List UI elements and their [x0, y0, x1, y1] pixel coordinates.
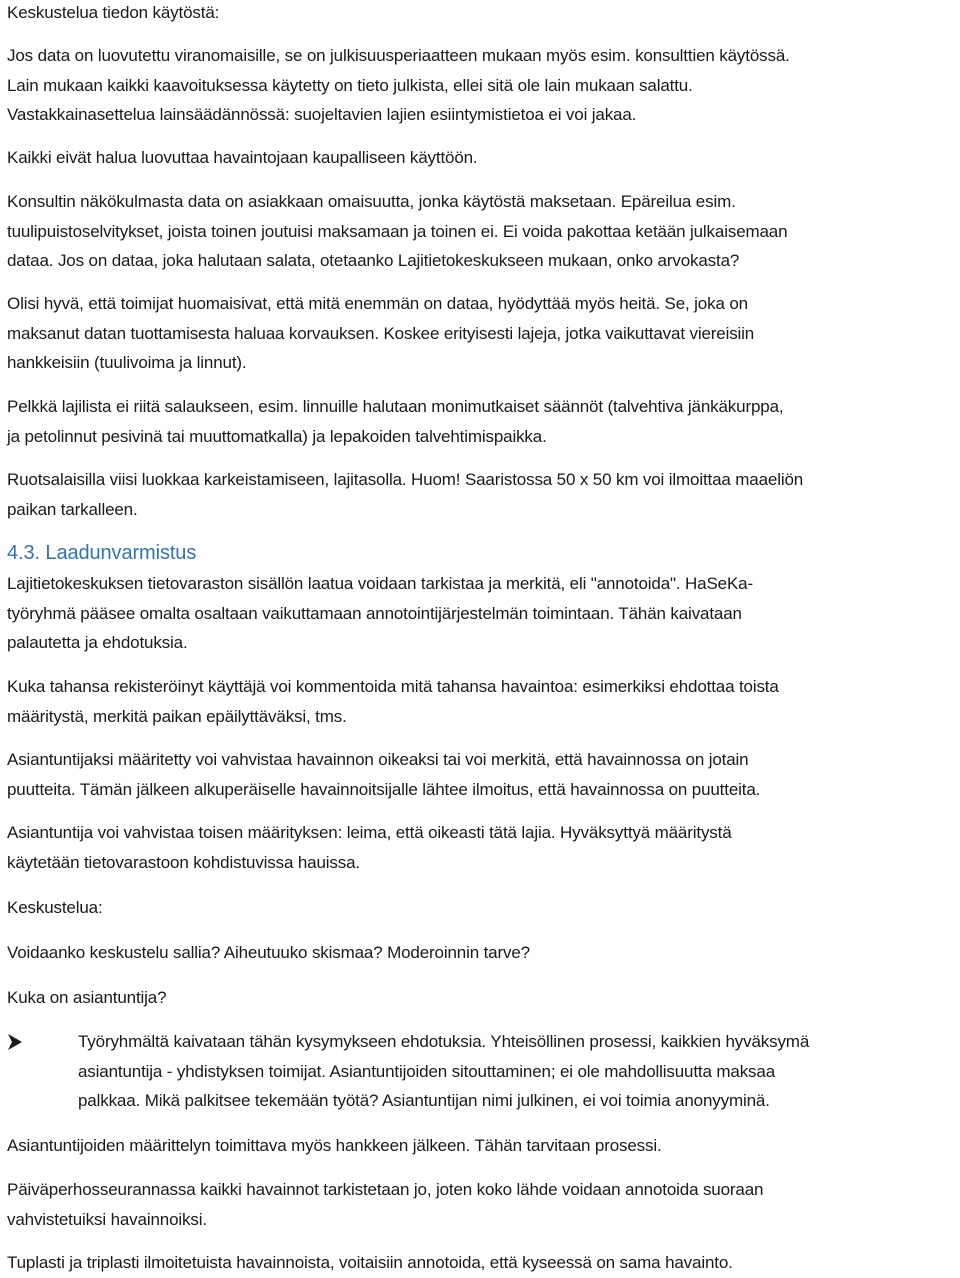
text-line: hankkeisiin (tuulivoima ja linnut). — [7, 353, 247, 372]
text-line: puutteita. Tämän jälkeen alkuperäiselle havainnoitsijalle lähtee ilmoitus, että havainnossa on puutteita. — [7, 779, 761, 799]
text-line: Kaikki eivät halua luovuttaa havaintojaan kaupalliseen käyttöön. — [7, 148, 478, 167]
arrow-bullet-icon — [7, 1033, 23, 1051]
text-line: Asiantuntijoiden määrittelyn toimittava myös hankkeen jälkeen. Tähän tarvitaan prosessi. — [7, 1136, 662, 1155]
paragraph-swedish-classes — [7, 465, 803, 524]
paragraph-duplicates — [7, 1248, 733, 1278]
text-line: paikan tarkalleen. — [7, 499, 138, 519]
text-line: Lajitietokeskuksen tietovaraston sisällön laatua voidaan tarkistaa ja merkitä, eli "annotoida". HaSeKa- — [7, 574, 753, 593]
text-line: Konsultin näkökulmasta data on asiakkaan omaisuutta, jonka käytöstä maksetaan. Epäreilua esim. — [7, 192, 736, 211]
text-line: Päiväperhosseurannassa kaikki havainnot tarkistetaan jo, joten koko lähde voidaan annotoida suoraan — [7, 1180, 764, 1199]
text-line: maksanut datan tuottamisesta haluaa korvauksen. Koskee erityisesti lajeja, jotka vaikuttavat viereisiin — [7, 323, 755, 343]
text-line: asiantuntija - yhdistyksen toimijat. Asiantuntijoiden sitouttaminen; ei ole mahdollisuutta maksaa — [78, 1061, 776, 1081]
section-heading: 4.3. Laadunvarmistus — [7, 542, 197, 564]
paragraph-butterfly-monitoring — [7, 1175, 763, 1234]
text-line: työryhmä pääsee omalta osaltaan vaikuttamaan annotointijärjestelmän toimintaan. Tähän kaivataan — [7, 603, 742, 623]
paragraph-expert-confirm — [7, 818, 732, 877]
text-line: Voidaanko keskustelu sallia? Aiheutuuko skismaa? Moderoinnin tarve? — [7, 943, 530, 962]
text-line: Jos data on luovutettu viranomaisille, se on julkisuusperiaatteen mukaan myös esim. konsulttien käytössä. — [7, 46, 790, 65]
text-line: vahvistetuiksi havainnoiksi. — [7, 1209, 207, 1229]
bullet-text — [78, 1027, 809, 1116]
paragraph-expert-verify — [7, 745, 760, 804]
paragraph-user-comments — [7, 672, 779, 731]
text-line: palkkaa. Mikä palkitsee tekemään työtä? Asiantuntijan nimi julkinen, ei voi toimia anonyyminä. — [78, 1091, 770, 1110]
text-line: Olisi hyvä, että toimijat huomaisivat, että mitä enemmän on dataa, hyödyttää myös heitä. Se, joka on — [7, 294, 748, 313]
text-line: Asiantuntijaksi määritetty voi vahvistaa havainnon oikeaksi tai voi merkitä, että havainnossa on jotain — [7, 750, 749, 769]
text-line: Pelkkä lajilista ei riitä salaukseen, esim. linnuille halutaan monimutkaiset säännöt (talvehtiva jänkäkurppa, — [7, 397, 784, 416]
text-line: palautetta ja ehdotuksia. — [7, 633, 188, 652]
text-line: ja petolinnut pesivinä tai muuttomatkalla) ja lepakoiden talvehtimispaikka. — [7, 426, 547, 446]
text-line: Lain mukaan kaikki kaavoituksessa käytetty on tieto julkista, ellei sitä ole lain mukaan salattu. — [7, 75, 693, 95]
paragraph-discussion-questions — [7, 938, 530, 968]
text-line: tuulipuistoselvitykset, joista toinen joutuisi maksamaan ja toinen ei. Ei voida pakottaa ketään julkaisemaan — [7, 221, 788, 241]
paragraph-consultant-view — [7, 187, 787, 276]
paragraph-annotation-intro — [7, 569, 753, 658]
text-line: Vastakkainasettelua lainsäädännössä: suojeltavien lajien esiintymistietoa ei voi jakaa. — [7, 105, 637, 124]
text-line: käytetään tietovarastoon kohdistuvissa hauissa. — [7, 852, 360, 872]
text-line: Kuka tahansa rekisteröinyt käyttäjä voi kommentoida mitä tahansa havaintoa: esimerkiksi ehdottaa toista — [7, 677, 779, 696]
text-line: määritystä, merkitä paikan epäilyttäväksi, tms. — [7, 706, 347, 726]
paragraph-commercial-use — [7, 143, 478, 173]
paragraph-public-data — [7, 41, 790, 130]
text-line: Keskustelua: — [7, 898, 103, 917]
text-line: Keskustelua tiedon käytöstä: — [7, 3, 220, 22]
paragraph-discussion-label — [7, 893, 103, 923]
text-line: dataa. Jos on dataa, joka halutaan salata, otetaanko Lajitietokeskukseen mukaan, onko arvokasta? — [7, 251, 740, 270]
text-line: Kuka on asiantuntija? — [7, 988, 167, 1007]
text-line: Tuplasti ja triplasti ilmoitetuista havainnoista, voitaisiin annotoida, että kyseessä on sama havainto. — [7, 1253, 733, 1272]
paragraph-who-is-expert — [7, 983, 166, 1013]
paragraph-discussion-title — [7, 0, 219, 28]
text-line: Asiantuntija voi vahvistaa toisen määrityksen: leima, että oikeasti tätä lajia. Hyväksyttyä määritystä — [7, 823, 732, 842]
text-line: Työryhmältä kaivataan tähän kysymykseen ehdotuksia. Yhteisöllinen prosessi, kaikkien hyväksymä — [78, 1032, 810, 1051]
paragraph-more-data — [7, 289, 754, 378]
paragraph-after-project — [7, 1131, 662, 1161]
paragraph-species-list — [7, 392, 783, 451]
text-line: Ruotsalaisilla viisi luokkaa karkeistamiseen, lajitasolla. Huom! Saaristossa 50 x 50 km voi ilmoittaa maaeliön — [7, 470, 804, 489]
